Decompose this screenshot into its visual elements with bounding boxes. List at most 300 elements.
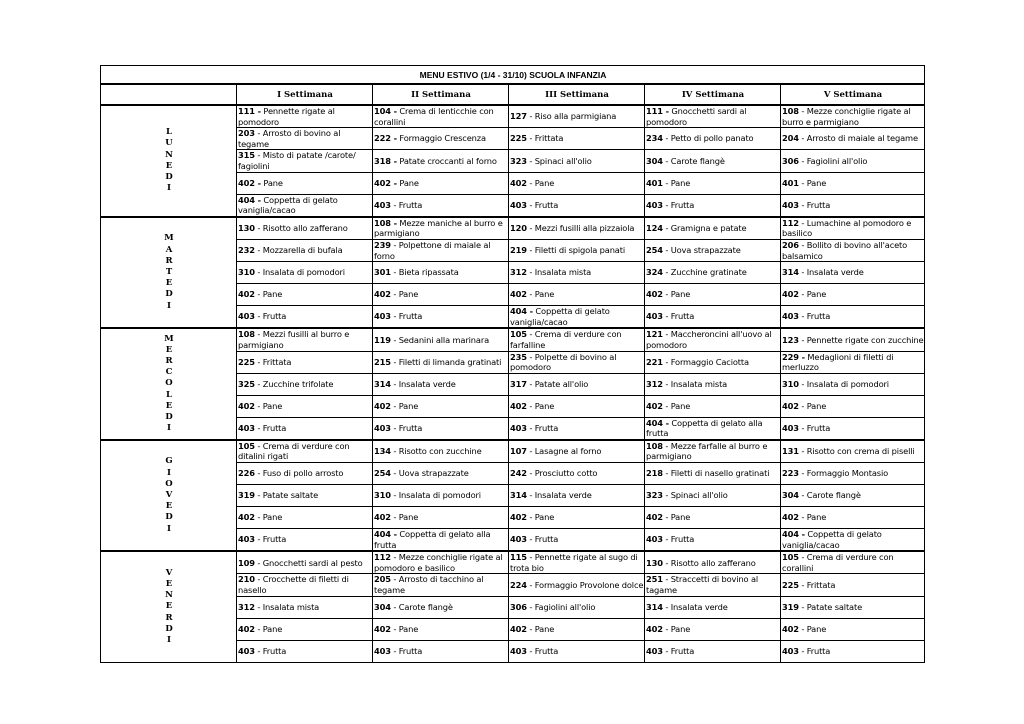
dish-code: 112: [374, 552, 391, 563]
dish-cell: [237, 128, 373, 150]
dish-code: 203: [238, 128, 255, 139]
dish-name: - Mozzarella di bufala: [254, 245, 343, 256]
dish-code: 319: [782, 601, 799, 612]
dish-cell: [781, 395, 925, 417]
dish-code: 130: [646, 557, 663, 568]
dish-code: 403: [782, 311, 799, 322]
dish-cell: [373, 150, 509, 172]
dish-code: 108 -: [374, 217, 397, 228]
dish-code: 215: [374, 356, 391, 367]
dish-name: - Uova strapazzate: [662, 245, 741, 256]
dish-name: - Crocchette di filetti di nasello: [238, 574, 349, 596]
dish-cell: [373, 105, 509, 128]
dish-name: - Arrosto di tacchino al tegame: [374, 574, 484, 596]
dish-name: - Carote flangè: [390, 601, 453, 612]
dish-cell: [237, 284, 373, 306]
dish-code: 306: [782, 155, 799, 166]
dish-cell: [237, 306, 373, 329]
dish-name: - Petto di pollo panato: [662, 133, 754, 144]
dish-cell: [509, 194, 645, 217]
dish-cell: [645, 284, 781, 306]
dish-name: - Frittata: [798, 579, 836, 590]
dish-cell: [781, 529, 925, 552]
dish-name: - Frutta: [662, 645, 695, 656]
dish-name: - Carote flangè: [662, 155, 725, 166]
header-row: [101, 84, 925, 105]
dish-name: Coppetta di gelato vaniglia/cacao: [782, 529, 882, 550]
dish-name: - Pane: [254, 623, 283, 634]
dish-cell: [373, 128, 509, 150]
dish-name: - Crema di verdure con ditalini rigati: [238, 440, 350, 462]
dish-code: 225: [782, 579, 799, 590]
dish-name: - Frutta: [526, 534, 559, 545]
dish-name: - Pane: [254, 289, 283, 300]
dish-cell: [237, 618, 373, 640]
dish-cell: [373, 172, 509, 194]
dish-cell: [237, 485, 373, 507]
dish-cell: [237, 262, 373, 284]
dish-code: 109: [238, 557, 255, 568]
dish-name: - Fuso di pollo arrosto: [254, 468, 344, 479]
dish-code: 403: [782, 199, 799, 210]
dish-name: - Uova strapazzate: [390, 468, 469, 479]
dish-name: - Misto di patate /carote/ fagiolini: [238, 150, 356, 171]
dish-name: - Frutta: [390, 422, 423, 433]
dish-code: 104 -: [374, 106, 397, 116]
dish-name: - Pane: [798, 289, 827, 300]
dish-cell: [509, 128, 645, 150]
dish-name: - Lumachine al pomodoro e basilico: [782, 217, 912, 239]
dish-code: 304: [374, 601, 391, 612]
dish-cell: [509, 284, 645, 306]
dish-name: - Frutta: [254, 422, 287, 433]
dish-name: - Pennette rigate al sugo di trota bio: [510, 552, 638, 573]
dish-name: - Frutta: [662, 311, 695, 322]
dish-name: - Insalata di pomodori: [798, 378, 889, 389]
dish-code: 251: [646, 574, 663, 585]
title-row: [101, 66, 925, 85]
dish-cell: [645, 596, 781, 618]
dish-cell: [237, 596, 373, 618]
dish-code: 402 -: [238, 177, 261, 188]
dish-name: - Insalata verde: [662, 601, 728, 612]
dish-cell: [645, 529, 781, 552]
dish-code: 402: [782, 623, 799, 634]
dish-cell: [373, 485, 509, 507]
dish-cell: [373, 262, 509, 284]
dish-code: 402: [782, 512, 799, 523]
dish-code: 105: [238, 440, 255, 451]
dish-code: 224: [510, 579, 527, 590]
dish-cell: [237, 640, 373, 662]
table-row: [101, 440, 925, 463]
dish-cell: [645, 128, 781, 150]
dish-cell: [781, 217, 925, 240]
dish-name: - Riso alla parmigiana: [526, 111, 617, 122]
dish-code: 402: [510, 289, 527, 300]
dish-code: 232: [238, 245, 255, 256]
dish-cell: [509, 172, 645, 194]
dish-cell: [781, 194, 925, 217]
dish-code: 319: [238, 490, 255, 501]
dish-cell: [237, 440, 373, 463]
dish-cell: [509, 239, 645, 261]
dish-code: 315: [238, 150, 255, 161]
dish-cell: [645, 351, 781, 373]
dish-name: - Polpettone di maiale al forno: [374, 239, 491, 261]
dish-cell: [781, 150, 925, 172]
dish-cell: [645, 417, 781, 440]
dish-code: 131: [782, 446, 799, 457]
dish-code: 108: [646, 440, 663, 451]
dish-code: 403: [510, 422, 527, 433]
dish-cell: [373, 194, 509, 217]
dish-name: - Pane: [662, 512, 691, 523]
dish-code: 318 -: [374, 155, 397, 166]
dish-code: 310: [238, 267, 255, 278]
dish-cell: [645, 150, 781, 172]
dish-cell: [645, 485, 781, 507]
dish-cell: [509, 529, 645, 552]
dish-name: - Mezze conchiglie rigate al pomodoro e basilico: [374, 552, 503, 573]
dish-name: Patate croccanti al forno: [396, 155, 497, 166]
dish-name: - Pane: [798, 623, 827, 634]
dish-code: 222 -: [374, 133, 397, 144]
dish-cell: [237, 529, 373, 552]
dish-cell: [373, 640, 509, 662]
dish-code: 310: [782, 378, 799, 389]
dish-code: 235: [510, 351, 527, 362]
dish-code: 134: [374, 446, 391, 457]
dish-cell: [781, 574, 925, 596]
dish-cell: [509, 463, 645, 485]
dish-cell: [645, 105, 781, 128]
dish-cell: [509, 328, 645, 351]
dish-name: - Mezzi fusilli al burro e parmigiano: [238, 329, 350, 350]
dish-code: 402: [374, 289, 391, 300]
dish-code: 204: [782, 133, 799, 144]
dish-name: - Insalata mista: [254, 601, 320, 612]
dish-name: - Mezze farfalle al burro e parmigiano: [646, 440, 768, 462]
dish-name: - Arrosto di maiale al tegame: [798, 133, 918, 144]
day-label-mercoledi: M E R C O L E D I: [101, 328, 237, 440]
dish-cell: [509, 395, 645, 417]
dish-code: 304: [782, 490, 799, 501]
dish-name: - Pane: [526, 623, 555, 634]
dish-name: - Frutta: [390, 311, 423, 322]
dish-cell: [645, 262, 781, 284]
dish-code: 402: [510, 623, 527, 634]
dish-cell: [781, 485, 925, 507]
dish-cell: [781, 551, 925, 574]
dish-code: 402: [238, 289, 255, 300]
dish-name: - Mezzi fusilli alla pizzaiola: [526, 223, 635, 234]
dish-name: - Pane: [798, 512, 827, 523]
dish-name: - Filetti di nasello gratinati: [662, 468, 770, 479]
dish-code: 403: [374, 311, 391, 322]
dish-code: 108: [238, 329, 255, 340]
dish-code: 403: [510, 645, 527, 656]
dish-cell: [237, 351, 373, 373]
dish-name: - Frutta: [390, 199, 423, 210]
dish-name: - Straccetti di bovino al tagame: [646, 574, 759, 596]
dish-cell: [237, 172, 373, 194]
dish-code: 306: [510, 601, 527, 612]
dish-code: 403: [646, 645, 663, 656]
dish-name: - Formaggio Montasio: [798, 468, 889, 479]
day-label-venerdi: V E N E R D I: [101, 551, 237, 662]
dish-name: - Pane: [662, 177, 691, 188]
dish-name: - Insalata verde: [798, 267, 864, 278]
dish-cell: [237, 239, 373, 261]
dish-code: 403: [646, 199, 663, 210]
dish-code: 404 -: [238, 194, 261, 205]
dish-cell: [237, 217, 373, 240]
dish-cell: [509, 596, 645, 618]
dish-name: - Bieta ripassata: [390, 267, 459, 278]
dish-cell: [373, 351, 509, 373]
dish-name: - Gramigna e patate: [662, 223, 747, 234]
dish-code: 323: [646, 490, 663, 501]
dish-code: 310: [374, 490, 391, 501]
dish-cell: [509, 640, 645, 662]
dish-name: - Pane: [798, 177, 827, 188]
dish-name: - Polpette di bovino al pomodoro: [510, 351, 617, 373]
dish-cell: [373, 529, 509, 552]
dish-cell: [237, 574, 373, 596]
table-row: [101, 217, 925, 240]
dish-cell: [373, 596, 509, 618]
dish-cell: [509, 485, 645, 507]
dish-name: - Spinaci all'olio: [526, 155, 592, 166]
dish-cell: [781, 262, 925, 284]
dish-cell: [373, 440, 509, 463]
dish-code: 404 -: [782, 529, 805, 540]
dish-cell: [781, 463, 925, 485]
dish-code: 402: [238, 623, 255, 634]
dish-code: 112: [782, 217, 799, 228]
dish-name: Coppetta di gelato vaniglia/cacao: [510, 306, 610, 327]
dish-code: 312: [646, 378, 663, 389]
dish-cell: [781, 440, 925, 463]
day-label-martedi: M A R T E D I: [101, 217, 237, 329]
dish-cell: [509, 507, 645, 529]
dish-cell: [781, 128, 925, 150]
dish-code: 206: [782, 239, 799, 250]
dish-code: 221: [646, 356, 663, 367]
dish-code: 404 -: [510, 306, 533, 317]
dish-cell: [781, 105, 925, 128]
dish-code: 304: [646, 155, 663, 166]
dish-cell: [373, 507, 509, 529]
dish-cell: [509, 306, 645, 329]
dish-code: 111 -: [646, 106, 669, 116]
dish-name: Medaglioni di filetti di merluzzo: [782, 351, 894, 373]
dish-name: - Pane: [526, 512, 555, 523]
dish-name: - Frutta: [254, 645, 287, 656]
dish-code: 402: [646, 289, 663, 300]
dish-code: 111 -: [238, 106, 261, 116]
dish-name: - Pane: [662, 623, 691, 634]
table-row: [101, 105, 925, 128]
dish-name: - Sedanini alla marinara: [390, 334, 490, 345]
dish-cell: [373, 574, 509, 596]
dish-name: - Pane: [390, 289, 419, 300]
dish-code: 401: [782, 177, 799, 188]
dish-name: - Insalata di pomodori: [254, 267, 345, 278]
dish-cell: [373, 373, 509, 395]
menu-table: [100, 65, 925, 663]
dish-name: - Risotto allo zafferano: [254, 223, 348, 234]
dish-cell: [237, 417, 373, 440]
dish-code: 234: [646, 133, 663, 144]
dish-cell: [645, 507, 781, 529]
menu-title: MENU ESTIVO (1/4 - 31/10) SCUOLA INFANZIA: [101, 66, 925, 85]
table-row: [101, 551, 925, 574]
dish-code: 314: [646, 601, 663, 612]
dish-code: 210: [238, 574, 255, 585]
dish-cell: [645, 640, 781, 662]
dish-name: - Pennette rigate con zucchine: [798, 334, 924, 345]
dish-name: - Patate saltate: [254, 490, 319, 501]
dish-cell: [237, 328, 373, 351]
dish-code: 120: [510, 223, 527, 234]
dish-name: - Formaggio Caciotta: [662, 356, 749, 367]
dish-code: 225: [238, 356, 255, 367]
dish-name: - Arrosto di bovino al tegame: [238, 128, 341, 149]
dish-code: 323: [510, 155, 527, 166]
dish-cell: [237, 194, 373, 217]
dish-code: 403: [782, 645, 799, 656]
dish-cell: [645, 306, 781, 329]
dish-cell: [645, 618, 781, 640]
dish-code: 317: [510, 378, 527, 389]
dish-code: 402: [510, 400, 527, 411]
dish-cell: [509, 105, 645, 128]
dish-cell: [509, 574, 645, 596]
dish-code: 229 -: [782, 351, 805, 362]
dish-cell: [645, 373, 781, 395]
dish-name: - Risotto con crema di piselli: [798, 446, 915, 457]
week-header-3: III Settimana: [509, 84, 645, 105]
dish-cell: [373, 306, 509, 329]
dish-cell: [509, 618, 645, 640]
week-header-5: V Settimana: [781, 84, 925, 105]
dish-cell: [509, 150, 645, 172]
week-header-4: IV Settimana: [645, 84, 781, 105]
dish-name: - Fagiolini all'olio: [798, 155, 868, 166]
dish-name: - Insalata verde: [526, 490, 592, 501]
dish-code: 403: [238, 534, 255, 545]
dish-cell: [509, 417, 645, 440]
dish-name: - Carote flangè: [798, 490, 861, 501]
dish-cell: [237, 395, 373, 417]
dish-code: 115: [510, 552, 527, 563]
dish-name: Formaggio Crescenza: [396, 133, 486, 144]
dish-cell: [645, 463, 781, 485]
dish-name: - Insalata mista: [526, 267, 592, 278]
dish-code: 130: [238, 223, 255, 234]
dish-name: - Lasagne al forno: [526, 446, 602, 457]
dish-cell: [373, 284, 509, 306]
dish-name: - Frutta: [254, 311, 287, 322]
dish-code: 205: [374, 574, 391, 585]
dish-code: 254: [646, 245, 663, 256]
dish-cell: [509, 217, 645, 240]
dish-name: - Crema di verdure con farfalline: [510, 329, 622, 350]
dish-cell: [373, 551, 509, 574]
dish-cell: [645, 239, 781, 261]
dish-name: - Insalata di pomodori: [390, 490, 481, 501]
dish-code: 242: [510, 468, 527, 479]
dish-name: - Frutta: [662, 534, 695, 545]
dish-name: - Formaggio Provolone dolce: [526, 579, 644, 590]
dish-code: 108: [782, 106, 799, 116]
dish-cell: [373, 417, 509, 440]
dish-code: 239: [374, 239, 391, 250]
dish-cell: [373, 463, 509, 485]
dish-name: - Frutta: [526, 199, 559, 210]
table-row: [101, 328, 925, 351]
dish-name: - Spinaci all'olio: [662, 490, 728, 501]
dish-name: - Pane: [526, 400, 555, 411]
week-header-2: II Settimana: [373, 84, 509, 105]
dish-name: - Pane: [798, 400, 827, 411]
dish-name: - Pane: [526, 177, 555, 188]
dish-name: - Gnocchetti sardi al pesto: [254, 557, 363, 568]
dish-cell: [237, 373, 373, 395]
dish-cell: [781, 373, 925, 395]
dish-name: - Pane: [662, 289, 691, 300]
dish-code: 218: [646, 468, 663, 479]
dish-cell: [509, 351, 645, 373]
dish-code: 123: [782, 334, 799, 345]
dish-code: 105: [510, 329, 527, 340]
dish-name: - Frutta: [798, 311, 831, 322]
dish-code: 312: [510, 267, 527, 278]
dish-cell: [781, 417, 925, 440]
dish-name: - Risotto allo zafferano: [662, 557, 756, 568]
dish-code: 402: [238, 400, 255, 411]
dish-name: Crema di lenticchie con corallini: [374, 106, 494, 127]
dish-code: 314: [782, 267, 799, 278]
dish-name: - Pane: [662, 400, 691, 411]
dish-cell: [781, 596, 925, 618]
dish-cell: [645, 217, 781, 240]
dish-name: Mezze maniche al burro e parmigiano: [374, 217, 503, 239]
dish-code: 314: [374, 378, 391, 389]
dish-name: - Bollito di bovino all'aceto balsamico: [782, 239, 908, 261]
dish-code: 107: [510, 446, 527, 457]
dish-cell: [237, 105, 373, 128]
week-header-1: I Settimana: [237, 84, 373, 105]
dish-name: - Frutta: [798, 645, 831, 656]
dish-name: - Pane: [254, 400, 283, 411]
dish-cell: [237, 463, 373, 485]
dish-name: - Frittata: [526, 133, 564, 144]
dish-cell: [781, 239, 925, 261]
dish-cell: [509, 551, 645, 574]
dish-code: 402: [374, 512, 391, 523]
dish-code: 403: [374, 422, 391, 433]
dish-code: 403: [238, 422, 255, 433]
dish-name: - Crema di verdure con corallini: [782, 552, 894, 573]
dish-cell: [509, 373, 645, 395]
dish-name: - Pane: [390, 623, 419, 634]
dish-cell: [645, 440, 781, 463]
dish-code: 119: [374, 334, 391, 345]
dish-cell: [373, 395, 509, 417]
